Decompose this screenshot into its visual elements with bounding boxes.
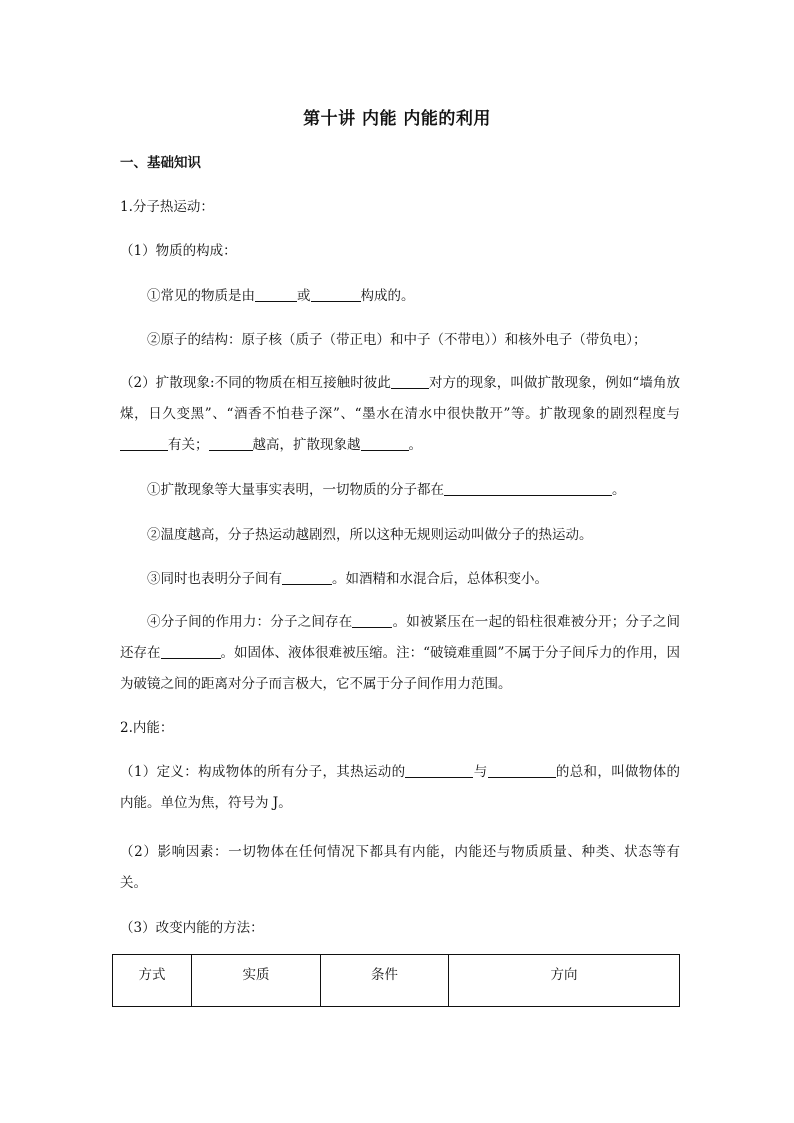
column-header: 方式 [113, 955, 192, 1007]
text: 的总和，叫做物体的内能。单位为焦，符号为 J。 [120, 764, 681, 811]
paragraph: （2）影响因素：一切物体在任何情况下都具有内能，内能还与物质质量、种类、状态等有关。 [120, 844, 680, 891]
text: 与 [473, 764, 488, 780]
subheading: （1）物质的构成： [120, 243, 237, 259]
text: 有关； [168, 437, 209, 453]
text: 。如酒精和水混合后，总体积变小。 [332, 571, 548, 587]
paragraph [147, 569, 680, 589]
text: （2）扩散现象:不同的物质在相互接触时彼此 [120, 375, 391, 391]
paragraph [147, 286, 680, 306]
paragraph [120, 368, 680, 461]
text: ①扩散现象等大量事实表明，一切物质的分子都在 [147, 482, 444, 498]
fill-blank[interactable] [391, 374, 429, 389]
column-header: 实质 [192, 955, 321, 1007]
fill-blank[interactable] [488, 763, 556, 778]
methods-table [112, 954, 680, 1007]
text: ③同时也表明分子间有 [147, 571, 282, 587]
text: 。如固体、液体很难被压缩。注：“破镜难重圆”不属于分子间斥力的作用，因为破镜之间的距离对分子而言极大，它不属于分子间作用力范围。 [120, 645, 680, 692]
item-heading: 2.内能： [120, 720, 174, 736]
text: （1）定义：构成物体的所有分子，其热运动的 [120, 764, 406, 780]
fill-blank[interactable] [361, 436, 409, 451]
text: 或 [297, 288, 311, 304]
fill-blank[interactable] [120, 436, 168, 451]
text: 。如被紧压在一起的铅柱很难被分开；分子之间还存在 [120, 614, 681, 661]
fill-blank[interactable] [161, 644, 221, 659]
subheading: （3）改变内能的方法： [120, 920, 264, 936]
item-heading: 1.分子热运动： [120, 199, 214, 215]
text: 。 [408, 437, 422, 453]
paragraph [147, 480, 680, 500]
section-heading: 一、基础知识 [120, 155, 201, 171]
text: 构成的。 [360, 288, 415, 304]
fill-blank[interactable] [352, 613, 392, 628]
column-header: 条件 [321, 955, 449, 1007]
paragraph [120, 607, 680, 700]
text: 对方的现象，叫做扩散现象，例如“墙角放煤，日久变黑”、“酒香不怕巷子深”、“墨水在清水中很快散开”等。扩散现象的剧烈程度与 [120, 375, 681, 422]
text: ④分子间的作用力：分子之间存在 [147, 614, 353, 630]
fill-blank[interactable] [405, 763, 473, 778]
fill-blank[interactable] [282, 570, 332, 585]
table-header-row [113, 955, 680, 1007]
text: 越高，扩散现象越 [252, 437, 361, 453]
fill-blank[interactable] [209, 436, 253, 451]
fill-blank[interactable] [311, 287, 361, 302]
fill-blank[interactable] [444, 481, 612, 496]
text: ①常见的物质是由 [147, 288, 255, 304]
paragraph [120, 757, 680, 819]
paragraph: ②原子的结构：原子核（质子（带正电）和中子（不带电））和核外电子（带负电）； [147, 332, 647, 348]
page-title: 第十讲 内能 内能的利用 [303, 109, 491, 129]
fill-blank[interactable] [255, 287, 297, 302]
paragraph: ②温度越高，分子热运动越剧烈，所以这种无规则运动叫做分子的热运动。 [147, 527, 593, 543]
column-header: 方向 [449, 955, 680, 1007]
text: 。 [612, 482, 626, 498]
